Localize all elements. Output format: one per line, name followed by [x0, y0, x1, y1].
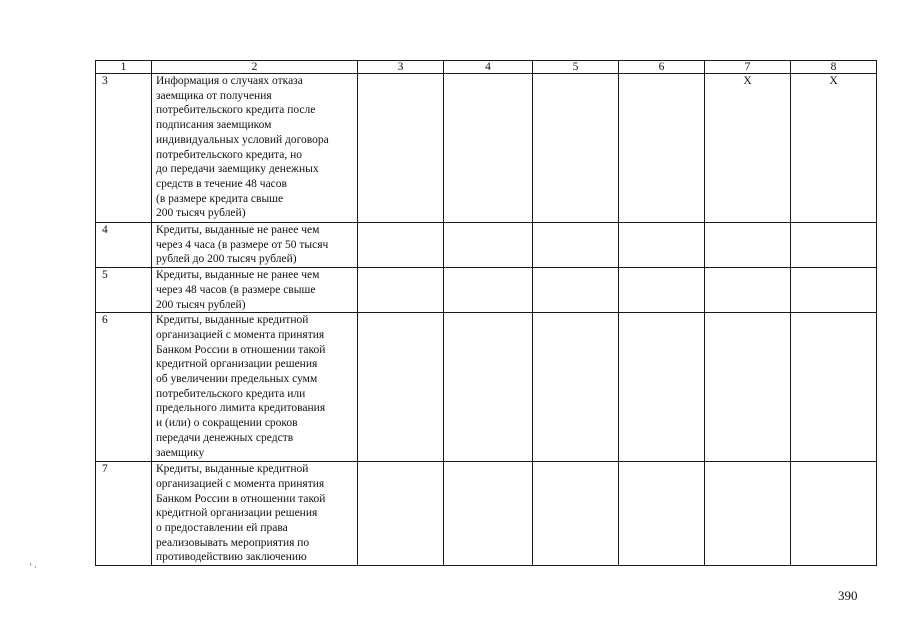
table-cell	[619, 74, 705, 223]
row-description: Кредиты, выданные кредитной организацией с момента принятия Банком России в отношении такой кредитной организации решения об увеличении предельных сумм потребительского кредита или предельного лимита кредитования и (или) о сокращении сроков передачи денежных средств заемщику	[152, 313, 358, 462]
table-cell	[533, 462, 619, 566]
column-header: 5	[533, 61, 619, 74]
table-cell	[533, 223, 619, 268]
table-cell	[444, 313, 533, 462]
column-header: 1	[96, 61, 152, 74]
table-cell	[705, 313, 791, 462]
table-cell	[533, 268, 619, 313]
table-cell	[791, 313, 877, 462]
table-cell	[358, 462, 444, 566]
table-cell	[791, 268, 877, 313]
column-header: 3	[358, 61, 444, 74]
row-number: 6	[96, 313, 152, 462]
table-cell	[444, 462, 533, 566]
column-header: 4	[444, 61, 533, 74]
page-number: 390	[838, 588, 858, 603]
table-cell	[533, 74, 619, 223]
table-cell	[619, 462, 705, 566]
table-row	[96, 223, 877, 268]
table-cell	[705, 223, 791, 268]
table-cell	[791, 223, 877, 268]
table-cell	[705, 268, 791, 313]
row-description: Кредиты, выданные не ранее чем через 48 часов (в размере свыше 200 тысяч рублей)	[152, 268, 358, 313]
table-row	[96, 74, 877, 223]
row-description: Информация о случаях отказа заемщика от получения потребительского кредита после подписания заемщиком индивидуальных условий договора потребительского кредита, но до передачи заемщику денежных средств в течение 48 часов (в размере кредита свыше 200 тысяч рублей)	[152, 74, 358, 223]
table-cell	[705, 462, 791, 566]
table-cell	[619, 223, 705, 268]
row-number: 4	[96, 223, 152, 268]
table-cell	[444, 223, 533, 268]
row-number: 3	[96, 74, 152, 223]
table-cell	[444, 268, 533, 313]
table-header-row	[96, 61, 877, 74]
row-number: 7	[96, 462, 152, 566]
table-cell	[619, 313, 705, 462]
table-row	[96, 462, 877, 566]
table-cell	[619, 268, 705, 313]
column-header: 8	[791, 61, 877, 74]
row-number: 5	[96, 268, 152, 313]
table-cell	[791, 462, 877, 566]
column-header: 6	[619, 61, 705, 74]
table-cell	[358, 268, 444, 313]
column-header: 2	[152, 61, 358, 74]
report-table	[95, 60, 877, 566]
row-description: Кредиты, выданные не ранее чем через 4 часа (в размере от 50 тысяч рублей до 200 тысяч рублей)	[152, 223, 358, 268]
table-cell	[358, 74, 444, 223]
table-cell	[533, 313, 619, 462]
table-cell	[358, 313, 444, 462]
table-cell: Х	[705, 74, 791, 223]
table-cell	[358, 223, 444, 268]
row-description: Кредиты, выданные кредитной организацией с момента принятия Банком России в отношении такой кредитной организации решения о предоставлении ей права реализовывать мероприятия по противодействию заключению	[152, 462, 358, 566]
table-row	[96, 313, 877, 462]
column-header: 7	[705, 61, 791, 74]
table-cell	[444, 74, 533, 223]
table-cell: Х	[791, 74, 877, 223]
scan-mark: ' ·	[30, 562, 37, 572]
table-row	[96, 268, 877, 313]
